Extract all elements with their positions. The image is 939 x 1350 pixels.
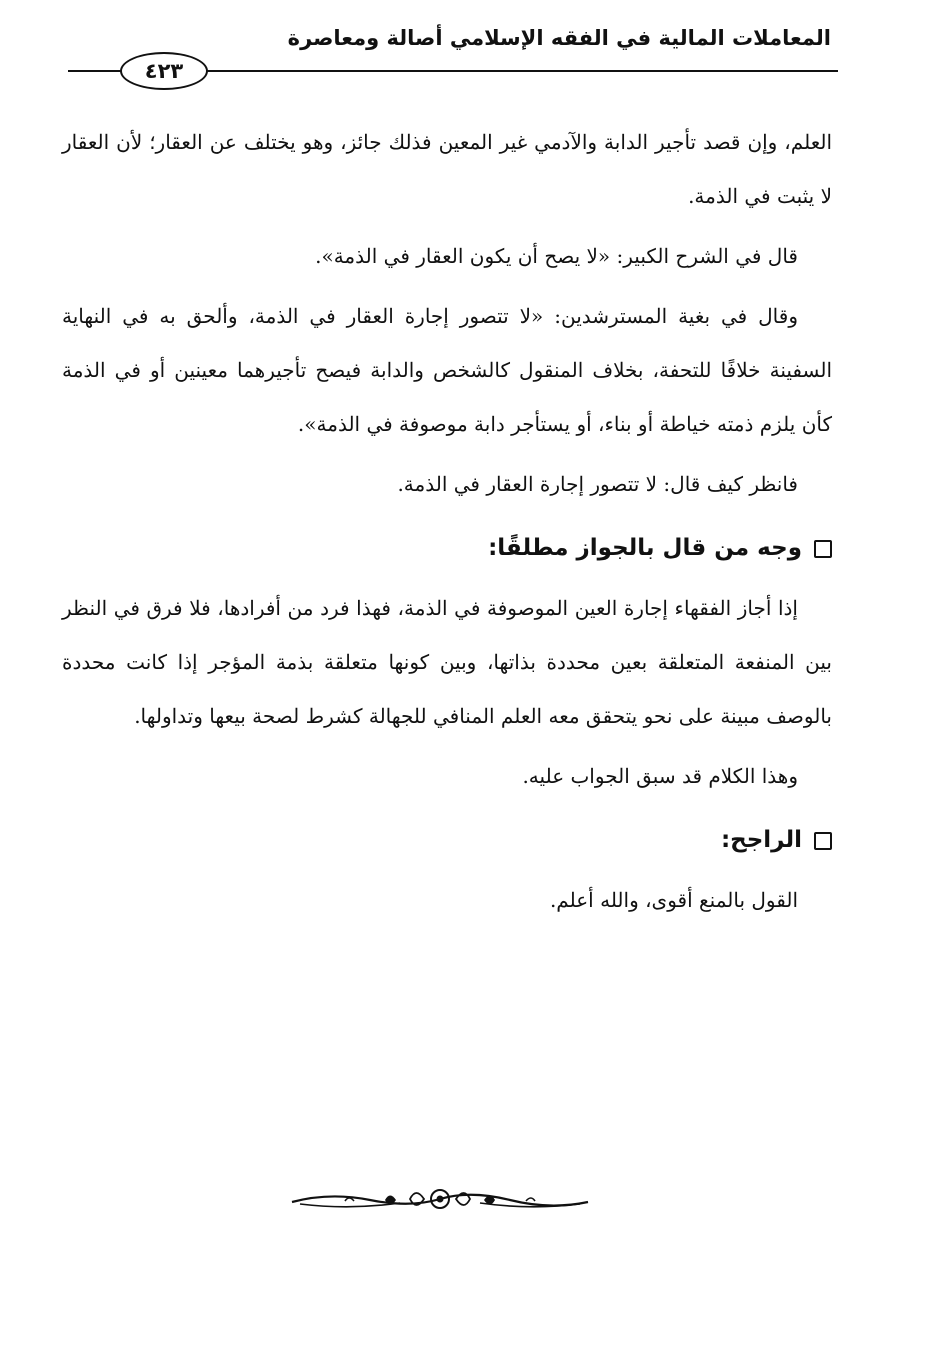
paragraph: العلم، وإن قصد تأجير الدابة والآدمي غير المعين فذلك جائز، وهو يختلف عن العقار؛ لأن العقار لا يثبت في الذمة.	[62, 130, 832, 208]
running-title: المعاملات المالية في الفقه الإسلامي أصالة ومعاصرة	[287, 26, 831, 50]
section-heading-text: وجه من قال بالجواز مطلقًا:	[488, 535, 802, 561]
section-heading	[62, 521, 832, 575]
paragraph: فانظر كيف قال: لا تتصور إجارة العقار في الذمة.	[397, 472, 798, 496]
paragraph: وقال في بغية المسترشدين: «لا تتصور إجارة العقار في الذمة، وألحق به في النهاية السفينة خلافًا للتحفة، بخلاف المنقول كالشخص والدابة فيصح تأجيرهما معينين أو في الذمة كأن يلزم ذمته خياطة أو بناء، أو يستأجر دابة موصوفة في الذمة».	[62, 304, 832, 436]
paragraph: وهذا الكلام قد سبق الجواب عليه.	[522, 764, 798, 788]
paragraph: إذا أجاز الفقهاء إجارة العين الموصوفة في الذمة، فهذا فرد من أفرادها، فلا فرق في النظر بين المنفعة المتعلقة بعين محددة بذاتها، وبين كونها متعلقة بذمة المؤجر إذا كانت محددة بالوصف مبينة على نحو يتحقق معه العلم المنافي للجهالة كشرط لصحة بيعها وتداولها.	[62, 596, 832, 728]
square-bullet-icon	[814, 832, 832, 850]
paragraph: القول بالمنع أقوى، والله أعلم.	[549, 888, 798, 912]
floral-divider-ornament-icon	[290, 1182, 590, 1216]
section-heading	[62, 813, 832, 867]
paragraph: قال في الشرح الكبير: «لا يصح أن يكون العقار في الذمة».	[315, 244, 798, 268]
page-body	[62, 115, 832, 933]
section-heading-text: الراجح:	[720, 827, 802, 853]
page-number: ٤٢٣	[120, 52, 208, 90]
square-bullet-icon	[814, 540, 832, 558]
